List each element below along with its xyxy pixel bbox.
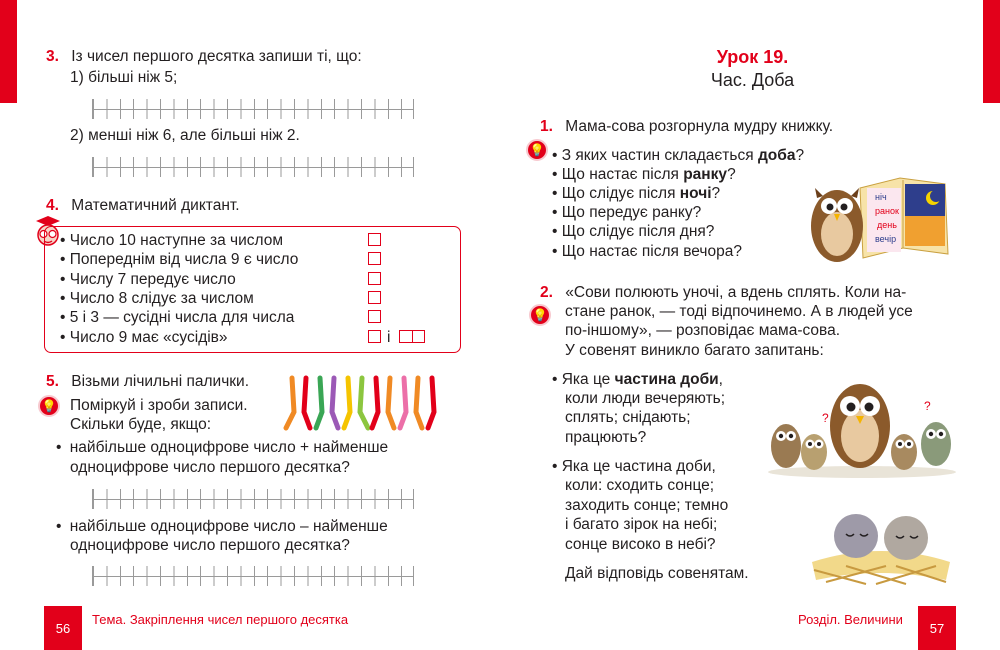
r-think-bulb-icon-1: 💡: [526, 139, 548, 161]
r-q5: • Що слідує після дня?: [552, 223, 715, 240]
book-word-evening: вечір: [875, 234, 897, 244]
dictation-item-5: • 5 і 3 — сусідні числа для числа: [60, 309, 295, 326]
lesson-title: Урок 19.: [716, 47, 789, 67]
answer-grid-4[interactable]: [92, 566, 414, 586]
task5-line2: Поміркуй і зроби записи.: [70, 397, 248, 414]
left-footer-topic: Тема. Закріплення чисел першого десятка: [92, 612, 349, 627]
r-think-bulb-icon-2: 💡: [529, 304, 551, 326]
dictation-item-4: • Число 8 слідує за числом: [60, 290, 254, 307]
r-q6: • Що настає після вечора?: [552, 243, 742, 260]
task3-number: 3.: [46, 48, 59, 65]
task3-sub2: 2) менші ніж 6, але більші ніж 2.: [70, 127, 300, 144]
r-task1-header: [540, 117, 833, 136]
answer-box-6a[interactable]: [368, 330, 381, 343]
r-task1-text: Мама-сова розгорнула мудру книжку.: [565, 118, 834, 135]
right-edge-tab: [983, 0, 1000, 103]
svg-text:?: ?: [924, 399, 931, 413]
r-c5: сонце високо в небі?: [565, 536, 716, 553]
think-bulb-icon: 💡: [38, 395, 60, 417]
task3-sub1: 1) більші ніж 5;: [70, 69, 178, 86]
task4-header: [46, 196, 240, 215]
answer-box-2[interactable]: [368, 252, 381, 265]
r-task2-number: 2.: [540, 284, 553, 301]
dictation-item-3: • Числу 7 передує число: [60, 271, 236, 288]
and-word: і: [387, 329, 391, 346]
book-word-morning: ранок: [875, 206, 899, 216]
sleeping-owlets-illustration: [806, 500, 956, 588]
r-task2-p1: 2. «Сови полюють уночі, а вдень сплять. Коли на-: [540, 284, 907, 301]
r-c1: • Яка це частина доби,: [552, 458, 716, 475]
task5-bullet1a: • найбільше одноцифрове число + найменше: [56, 439, 389, 456]
lesson-subtitle: Час. Доба: [710, 70, 795, 90]
r-task1-number: 1.: [540, 118, 553, 135]
r-q1: • З яких частин складається доба?: [552, 147, 805, 164]
book-word-day: день: [877, 220, 897, 230]
owl-with-book-illustration: [805, 168, 955, 268]
right-page-number: 57: [918, 606, 956, 650]
task5-bullet1b: одноцифрове число першого десятка?: [70, 459, 350, 476]
task5-header: [46, 372, 249, 391]
task5-line3: Скільки буде, якщо:: [70, 416, 212, 433]
answer-grid-2[interactable]: [92, 157, 414, 177]
task5-line1: Візьми лічильні палички.: [71, 373, 250, 390]
left-edge-tab: [0, 0, 17, 103]
answer-box-6b[interactable]: [399, 330, 425, 343]
answer-grid-3[interactable]: [92, 489, 414, 509]
r-q3: • Що слідує після ночі?: [552, 185, 721, 202]
task5-bullet2b: одноцифрове число першого десятка?: [70, 537, 350, 554]
owl-family-illustration: [764, 374, 960, 478]
answer-box-4[interactable]: [368, 291, 381, 304]
counting-sticks-illustration: [282, 372, 450, 432]
answer-box-5[interactable]: [368, 310, 381, 323]
r-final: Дай відповідь совенятам.: [565, 565, 749, 582]
answer-grid-1[interactable]: [92, 99, 414, 119]
task4-text: Математичний диктант.: [71, 197, 240, 214]
r-q2: • Що настає після ранку?: [552, 166, 736, 183]
r-task2-p4: У совенят виникло багато запитань:: [565, 342, 824, 359]
r-task2-p3: по-іншому», — розповідає мама-сова.: [565, 322, 841, 339]
r-a3: сплять; снідають;: [565, 409, 691, 426]
task4-number: 4.: [46, 197, 59, 214]
left-page-number: 56: [44, 606, 82, 650]
r-task2-p2: стане ранок, — тоді відпочинемо. А в людей усе: [565, 303, 913, 320]
task3-header: [46, 47, 362, 66]
svg-text:?: ?: [822, 411, 829, 425]
r-a4: працюють?: [565, 429, 647, 446]
r-a2: коли люди вечеряють;: [565, 390, 726, 407]
task3-text: Із чисел першого десятка запиши ті, що:: [71, 48, 362, 65]
r-a1: • Яка це частина доби,: [552, 371, 723, 388]
dictation-item-1: • Число 10 наступне за числом: [60, 232, 284, 249]
dictation-item-2: • Попереднім від числа 9 є число: [60, 251, 299, 268]
task5-bullet2a: • найбільше одноцифрове число – найменше: [56, 518, 388, 535]
right-footer-section: Розділ. Величини: [798, 612, 903, 627]
dictation-item-6: • Число 9 має «сусідів»: [60, 329, 228, 346]
r-c3: заходить сонце; темно: [565, 497, 729, 514]
r-q4: • Що передує ранку?: [552, 204, 702, 221]
r-c2: коли: сходить сонце;: [565, 477, 715, 494]
task5-number: 5.: [46, 373, 59, 390]
answer-box-3[interactable]: [368, 272, 381, 285]
r-c4: і багато зірок на небі;: [565, 516, 718, 533]
book-word-night: ніч: [875, 192, 887, 202]
answer-box-1[interactable]: [368, 233, 381, 246]
